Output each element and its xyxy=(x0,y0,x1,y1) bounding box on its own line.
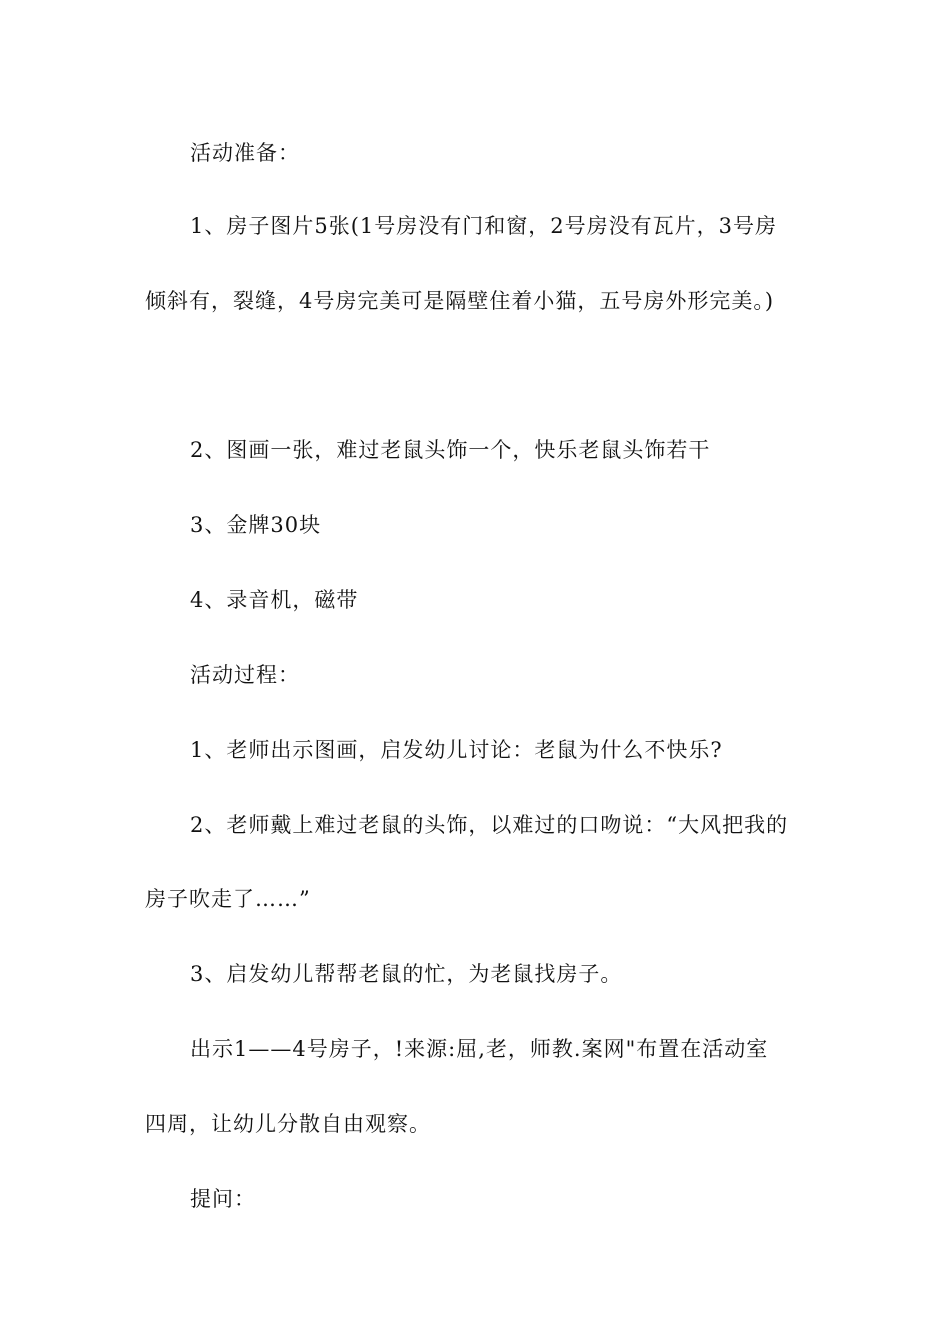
preparation-item-4: 4、录音机，磁带 xyxy=(190,588,359,612)
preparation-item-2: 2、图画一张，难过老鼠头饰一个，快乐老鼠头饰若干 xyxy=(190,438,711,462)
process-step-1: 1、老师出示图画，启发幼儿讨论：老鼠为什么不快乐? xyxy=(190,738,723,762)
process-step-2-line-2: 房子吹走了……” xyxy=(145,887,311,911)
process-step-3: 3、启发幼儿帮帮老鼠的忙，为老鼠找房子。 xyxy=(190,962,623,986)
process-paragraph-line-1: 出示1——4号房子，!来源:屈,老，师教.案网"布置在活动室 xyxy=(190,1037,769,1061)
preparation-item-3: 3、金牌30块 xyxy=(190,513,322,537)
process-step-2-line-1: 2、老师戴上难过老鼠的头饰，以难过的口吻说：“大风把我的 xyxy=(190,813,789,837)
process-paragraph-line-2: 四周，让幼儿分散自由观察。 xyxy=(145,1112,431,1136)
preparation-item-1-line-2: 倾斜有，裂缝，4号房完美可是隔壁住着小猫，五号房外形完美。) xyxy=(145,289,775,313)
preparation-item-1-line-1: 1、房子图片5张(1号房没有门和窗，2号房没有瓦片，3号房 xyxy=(190,214,777,238)
heading-activity-preparation: 活动准备： xyxy=(190,141,300,165)
heading-activity-process: 活动过程： xyxy=(190,663,300,687)
heading-questions: 提问： xyxy=(190,1187,256,1211)
